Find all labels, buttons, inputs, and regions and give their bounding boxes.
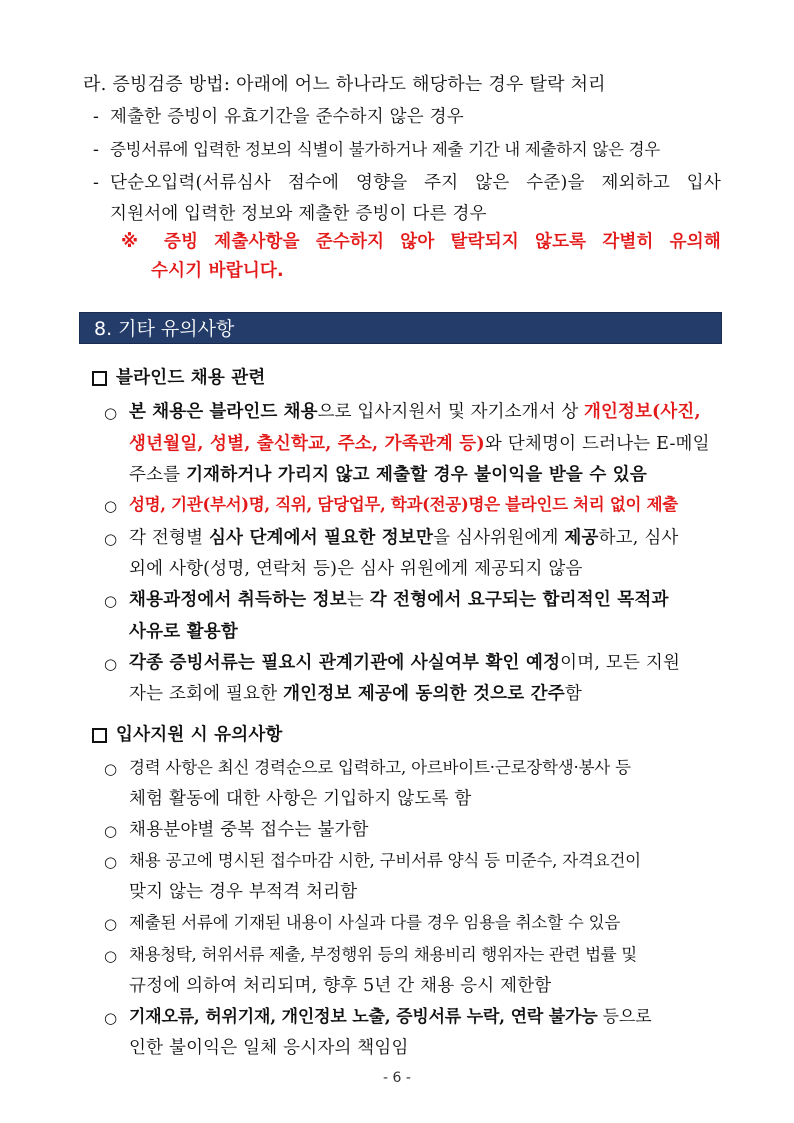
circle-bullet-icon: ○ (104, 1009, 118, 1027)
notice-line1: ※ 증빙 제출사항을 준수하지 않아 탈락되지 않도록 각별히 유의해 (121, 232, 721, 252)
circle-bullet-icon: ○ (104, 853, 118, 871)
apply-b2: 채용분야별 중복 접수는 불가함 (129, 820, 369, 840)
section-title: 8. 기타 유의사항 (94, 318, 235, 340)
apply-b4: 제출된 서류에 기재된 내용이 사실과 다를 경우 임용을 취소할 수 있음 (129, 913, 621, 932)
apply-b5-line1: 채용청탁, 허위서류 제출, 부정행위 등의 채용비리 행위자는 관련 법률 및 (129, 945, 637, 964)
blind-b3-line2: 외에 사항(성명, 연락처 등)은 심사 위원에게 제공되지 않음 (129, 559, 583, 579)
circle-bullet-icon: ○ (104, 822, 118, 840)
verify-heading: 라. 증빙검증 방법: 아래에 어느 하나라도 해당하는 경우 탈락 처리 (83, 74, 606, 95)
circle-bullet-icon: ○ (104, 497, 118, 515)
apply-b6-line2: 인한 불이익은 일체 응시자의 책임임 (129, 1038, 409, 1058)
apply-title: 입사지원 시 유의사항 (116, 725, 283, 745)
circle-bullet-icon: ○ (104, 530, 118, 548)
blind-b5-line2: 자는 조회에 필요한 개인정보 제공에 동의한 것으로 간주함 (129, 684, 582, 704)
apply-b5-line2: 규정에 의하여 처리되며, 향후 5년 간 채용 응시 제한함 (129, 976, 552, 996)
blind-b3-line1: 각 전형별 심사 단계에서 필요한 정보만을 심사위원에게 제공하고, 심사 (129, 528, 679, 548)
circle-bullet-icon: ○ (104, 947, 118, 965)
circle-bullet-icon: ○ (104, 655, 118, 673)
blind-b1-line1: 본 채용은 블라인드 채용으로 입사지원서 및 자기소개서 상 개인정보(사진, (129, 402, 701, 422)
apply-b3-line2: 맞지 않는 경우 부적격 처리함 (129, 882, 358, 902)
dash-bullet: - (93, 140, 99, 160)
checkbox-square-icon (92, 728, 107, 743)
circle-bullet-icon: ○ (104, 592, 118, 610)
blind-b5-line1: 각종 증빙서류는 필요시 관계기관에 사실여부 확인 예정이며, 모든 지원 (129, 653, 681, 673)
blind-b2: 성명, 기관(부서)명, 직위, 담당업무, 학과(전공)명은 블라인드 처리 없이 제출 (129, 495, 678, 514)
verify-item-1: 제출한 증빙이 유효기간을 준수하지 않은 경우 (110, 107, 464, 127)
blind-title: 블라인드 채용 관련 (116, 368, 266, 388)
checkbox-square-icon (92, 371, 107, 386)
notice-line2: 수시기 바랍니다. (151, 261, 284, 281)
blind-b4-line1: 채용과정에서 취득하는 정보는 각 전형에서 요구되는 합리적인 목적과 (129, 590, 669, 610)
apply-b1-line2: 체험 활동에 대한 사항은 기입하지 않도록 함 (129, 789, 472, 809)
circle-bullet-icon: ○ (104, 760, 118, 778)
blind-b1-line2: 생년월일, 성별, 출신학교, 주소, 가족관계 등)와 단체명이 드러나는 E-메일 (129, 434, 710, 454)
circle-bullet-icon: ○ (104, 915, 118, 933)
verify-item-2: 증빙서류에 입력한 정보의 식별이 불가하거나 제출 기간 내 제출하지 않은 경우 (110, 140, 660, 159)
blind-b4-line2: 사유로 활용함 (129, 622, 238, 642)
verify-item-3-line1: 단순오입력(서류심사 점수에 영향을 주지 않은 수준)을 제외하고 입사 (110, 173, 721, 193)
apply-b1-line1: 경력 사항은 최신 경력순으로 입력하고, 아르바이트·근로장학생·봉사 등 (129, 758, 631, 777)
circle-bullet-icon: ○ (104, 404, 118, 422)
dash-bullet: - (93, 173, 99, 193)
blind-b1-line3: 주소를 기재하거나 가리지 않고 제출할 경우 불이익을 받을 수 있음 (129, 465, 647, 485)
apply-b6-line1: 기재오류, 허위기재, 개인정보 노출, 증빙서류 누락, 연락 불가능 등으로 (129, 1007, 652, 1027)
page-number: - 6 - (383, 1070, 411, 1086)
dash-bullet: - (93, 107, 99, 127)
section-header-bar (79, 312, 722, 344)
apply-b3-line1: 채용 공고에 명시된 접수마감 시한, 구비서류 양식 등 미준수, 자격요건이 (129, 851, 641, 870)
verify-item-3-line2: 지원서에 입력한 정보와 제출한 증빙이 다른 경우 (110, 204, 487, 224)
